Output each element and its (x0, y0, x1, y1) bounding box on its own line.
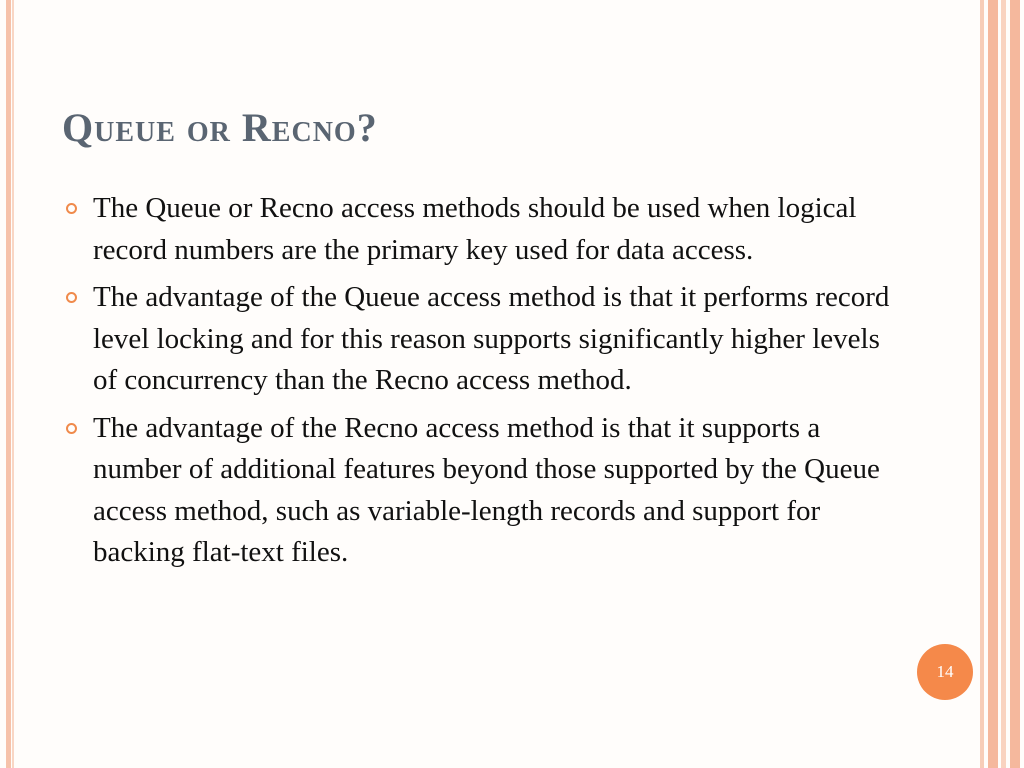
slide-title: Queue or Recno? (62, 105, 378, 150)
bullet-icon (66, 292, 77, 303)
decorative-stripe (1010, 0, 1020, 768)
page-number-badge: 14 (917, 644, 973, 700)
decorative-stripe (12, 0, 14, 768)
decorative-stripe (988, 0, 998, 768)
bullet-text: The Queue or Recno access methods should be used when logical record numbers are the primary key used for data access. (93, 192, 857, 266)
decorative-stripe (1001, 0, 1006, 768)
bullet-icon (66, 203, 77, 214)
bullet-text: The advantage of the Recno access method is that it supports a number of additional features beyond those supported by the Queue access method, such as variable-length records and support for backing flat-text files. (93, 411, 880, 568)
decorative-stripe (980, 0, 984, 768)
bullet-item (62, 277, 892, 402)
bullet-item (62, 408, 892, 574)
decorative-stripe (6, 0, 11, 768)
bullet-list (62, 188, 892, 580)
bullet-text: The advantage of the Queue access method is that it performs record level locking and for this reason supports significantly higher levels of concurrency than the Recno access method. (93, 281, 890, 396)
bullet-icon (66, 423, 77, 434)
bullet-item (62, 188, 892, 271)
